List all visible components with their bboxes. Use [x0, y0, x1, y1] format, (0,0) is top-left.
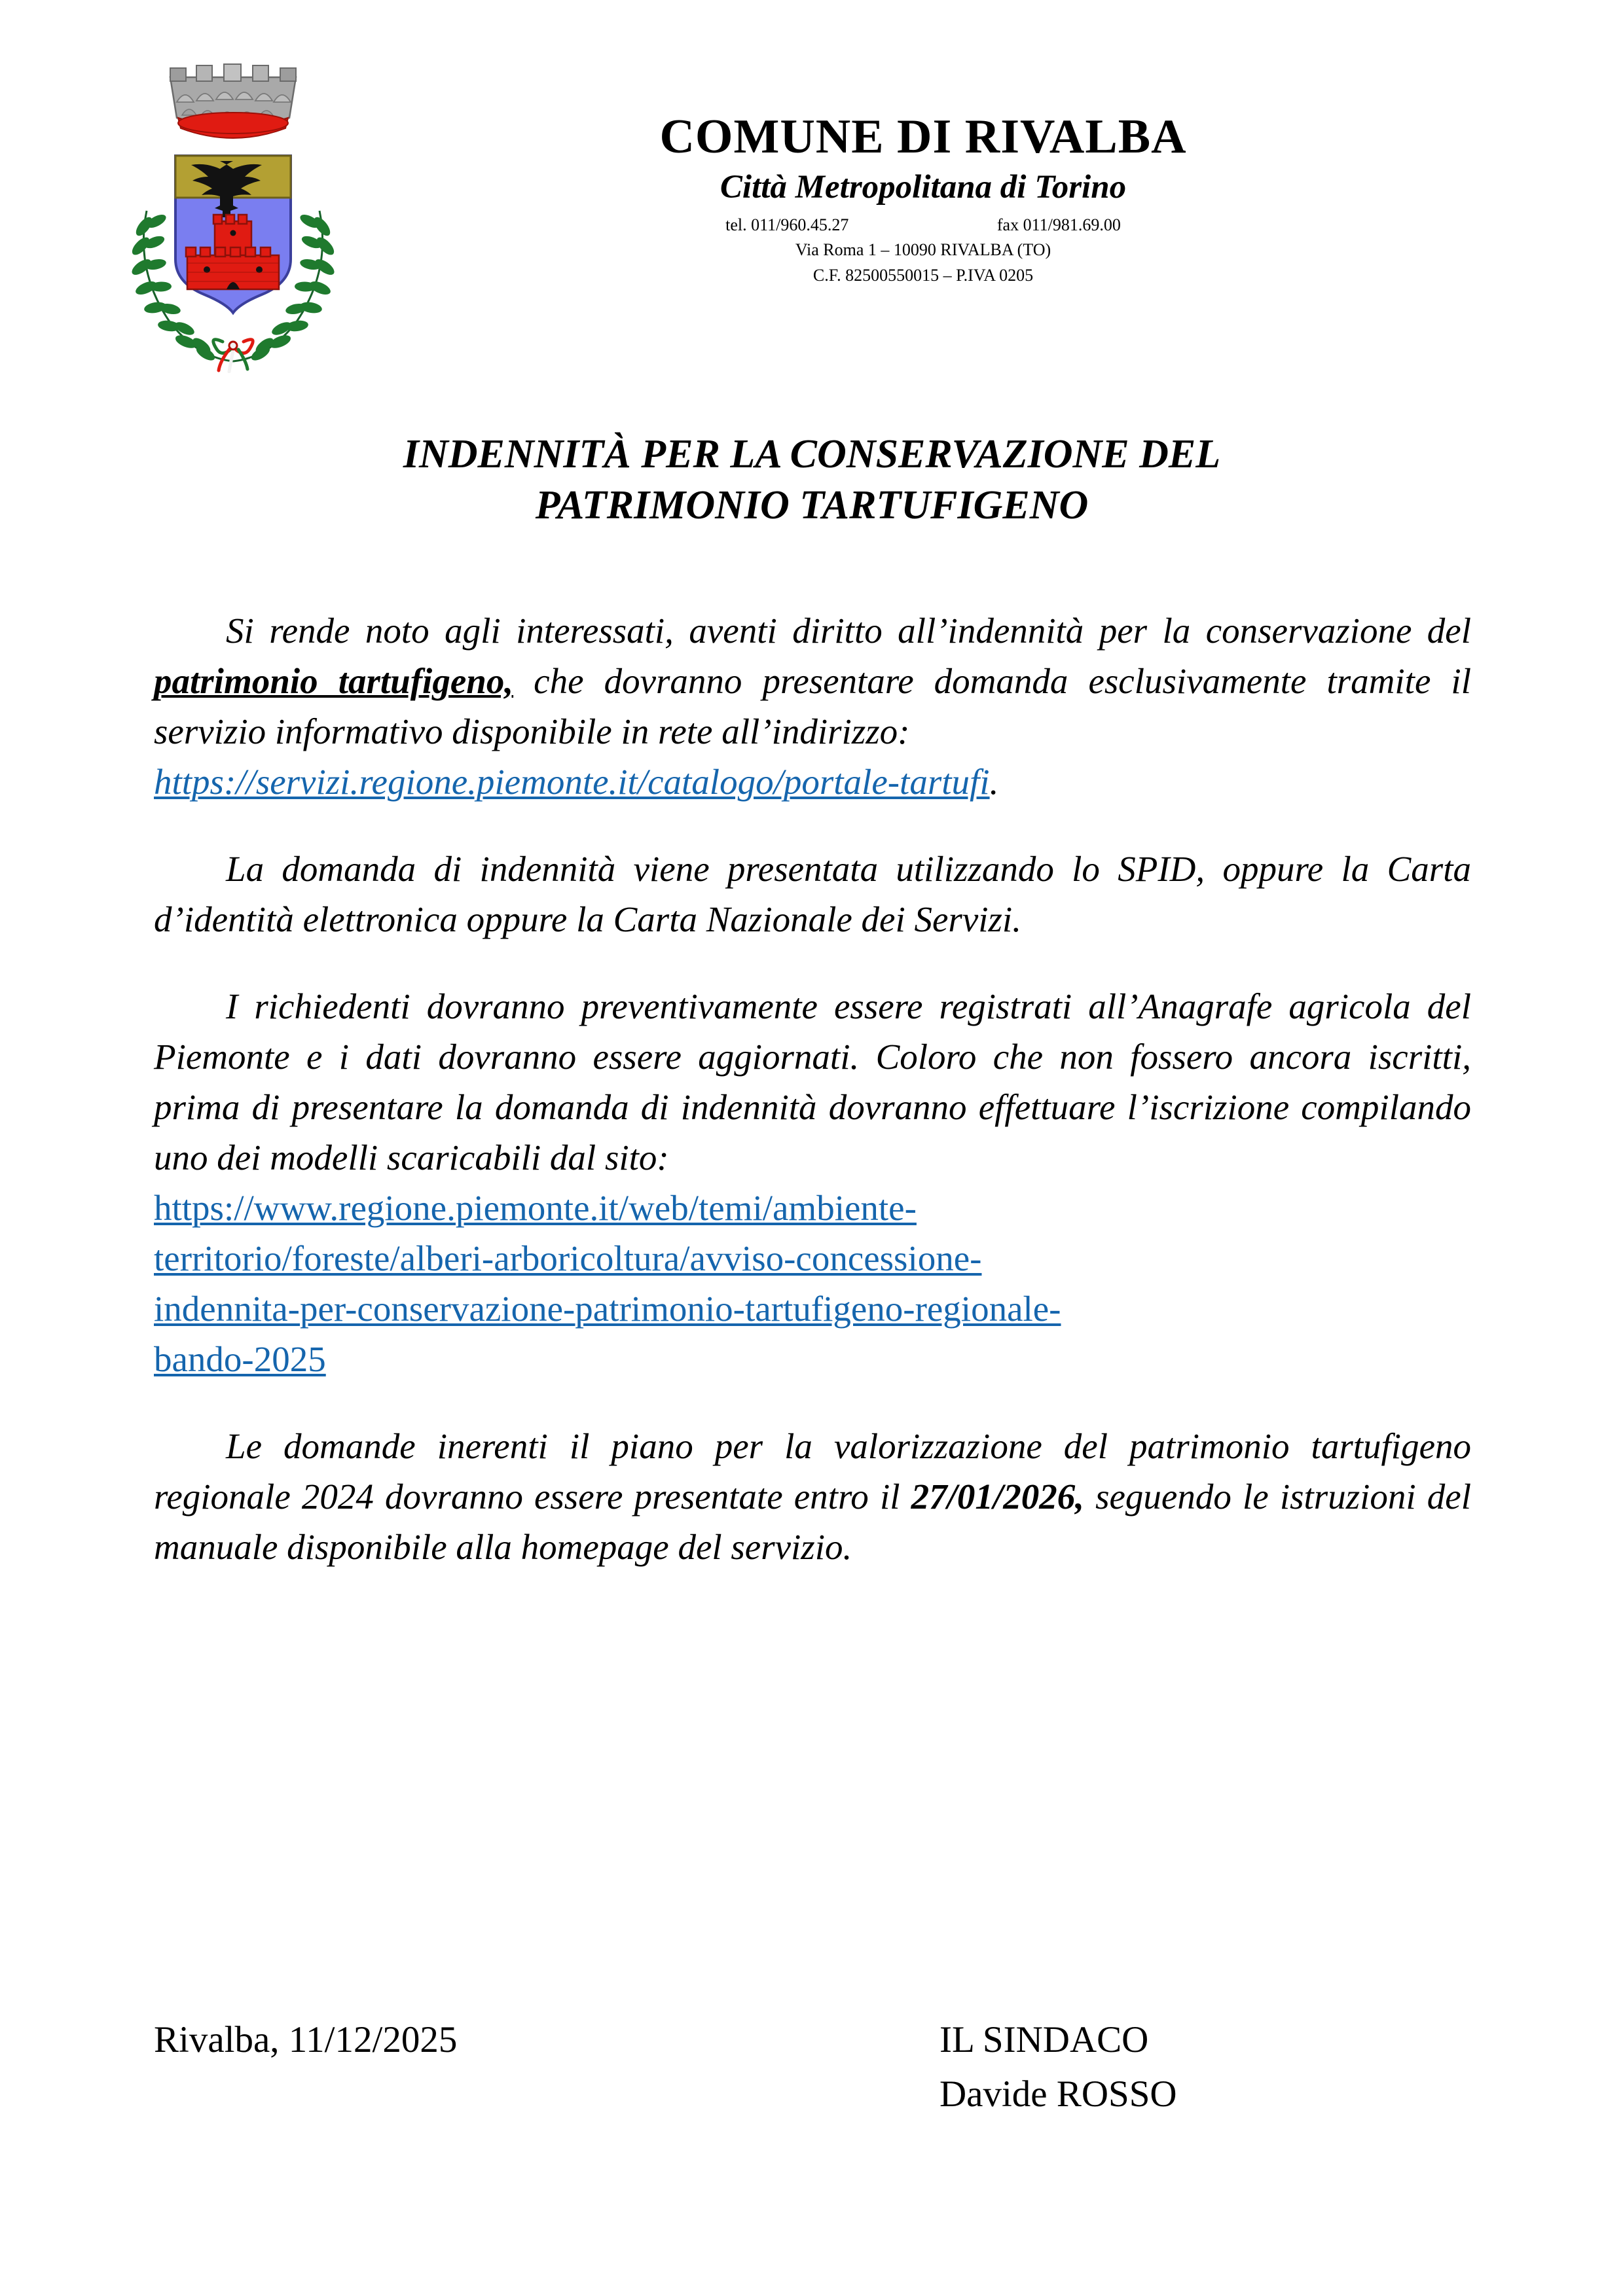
place-and-date: Rivalba, 11/12/2025 [154, 2019, 458, 2060]
paragraph-1-text-after: che dovranno presentare domanda esclusivamente tramite il servizio informativo disponibile in rete all’indirizzo: [154, 661, 1471, 751]
link-block-regione-piemonte[interactable] [154, 1183, 1471, 1384]
emphasis-patrimonio-tartufigeno: patrimonio tartufigeno, [154, 661, 514, 701]
paragraph-2: La domanda di indennità viene presentata utilizzando lo SPID, oppure la Carta d’identità elettronica oppure la Carta Nazionale dei Servizi. [154, 849, 1471, 939]
telephone-number: tel. 011/960.45.27 [725, 215, 849, 234]
paragraph-4-text-after: seguendo le istruzioni del manuale disponibile alla homepage del servizio. [154, 1477, 1471, 1567]
municipal-coat-of-arms-icon [124, 39, 340, 373]
deadline-date: 27/01/2026, [911, 1477, 1084, 1516]
organization-subtitle: Città Metropolitana di Torino [720, 169, 1127, 206]
document-title [154, 429, 1470, 531]
paragraph-1 [154, 605, 1471, 757]
organization-title: COMUNE DI RIVALBA [659, 110, 1187, 164]
signature-row [154, 2013, 1471, 2121]
contact-phone-line [367, 214, 1480, 237]
link-regione-piemonte-line-3[interactable]: indennita-per-conservazione-patrimonio-tartufigeno-regionale- [154, 1289, 1061, 1329]
link-line-portale-tartufi [154, 757, 1471, 807]
link-regione-piemonte-line-4[interactable]: bando-2025 [154, 1339, 326, 1379]
document-title-line-2: PATRIMONIO TARTUFIGENO [535, 483, 1089, 528]
document-header [0, 26, 1623, 367]
paragraph-4-text-before: Le domande inerenti il piano per la valorizzazione del patrimonio tartufigeno regionale 2024 dovranno essere presentate entro il [154, 1426, 1471, 1516]
signature-block [154, 2013, 1471, 2121]
link-portale-tartufi[interactable]: https://servizi.regione.piemonte.it/catalogo/portale-tartufi [154, 762, 990, 802]
document-title-line-1: INDENNITÀ PER LA CONSERVAZIONE DEL [403, 432, 1221, 476]
link-regione-piemonte-line-1[interactable]: https://www.regione.piemonte.it/web/temi/ambiente- [154, 1188, 917, 1228]
signatory-role: IL SINDACO [939, 2019, 1149, 2060]
paragraph-3: I richiedenti dovranno preventivamente essere registrati all’Anagrafe agricola del Piemonte e i dati dovranno essere aggiornati. Coloro che non fossero ancora iscritti, prima di presentare la domanda di indennità dovranno effettuare l’iscrizione compilando uno dei modelli scaricabili dal sito: [154, 986, 1471, 1177]
postal-address: Via Roma 1 – 10090 RIVALBA (TO) [795, 240, 1051, 260]
fiscal-code-vat: C.F. 82500550015 – P.IVA 0205 [812, 265, 1034, 285]
paragraph-1-text-before: Si rende noto agli interessati, aventi diritto all’indennità per la conservazione del [226, 611, 1471, 651]
signatory-block [815, 2013, 1470, 2121]
document-body [154, 605, 1471, 1572]
link-regione-piemonte-line-2[interactable]: territorio/foreste/alberi-arboricoltura/avviso-concessione- [154, 1238, 982, 1278]
link-trailing-period: . [989, 762, 999, 802]
header-text-block [367, 111, 1480, 287]
signatory-name: Davide ROSSO [939, 2073, 1177, 2115]
paragraph-4 [154, 1421, 1471, 1572]
fax-number: fax 011/981.69.00 [996, 215, 1121, 234]
